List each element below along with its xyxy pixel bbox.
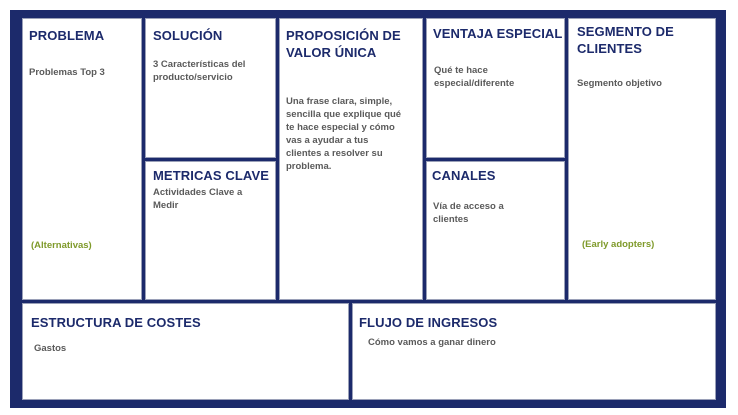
solucion-title: SOLUCIÓN [153, 28, 223, 43]
ventaja-title: VENTAJA ESPECIAL [433, 26, 563, 41]
costes-desc: Gastos [34, 343, 67, 354]
canales-desc: Vía de acceso a clientes [433, 201, 504, 225]
problema-title: PROBLEMA [29, 28, 105, 43]
segmento-desc: Segmento objetivo [577, 78, 662, 89]
problema-note: (Alternativas) [31, 240, 92, 251]
problema-block [22, 18, 142, 300]
segmento-title: SEGMENTO DE CLIENTES [577, 24, 674, 56]
ingresos-title: FLUJO DE INGRESOS [359, 315, 498, 330]
solucion-block [145, 18, 276, 158]
ventaja-block [426, 18, 565, 158]
ingresos-desc: Cómo vamos a ganar dinero [368, 337, 496, 348]
segmento-block [568, 18, 716, 300]
segmento-note: (Early adopters) [582, 239, 655, 250]
costes-title: ESTRUCTURA DE COSTES [31, 315, 201, 330]
costes-block [22, 303, 349, 400]
metricas-title: METRICAS CLAVE [153, 168, 269, 183]
metricas-block [145, 161, 276, 300]
propuesta-block [279, 18, 423, 300]
problema-desc: Problemas Top 3 [29, 67, 105, 78]
metricas-desc: Actividades Clave a Medir [153, 187, 243, 211]
canales-title: CANALES [432, 168, 496, 183]
propuesta-title: PROPOSICIÓN DE VALOR ÚNICA [286, 28, 401, 60]
ventaja-desc: Qué te hace especial/diferente [434, 65, 515, 89]
canales-block [426, 161, 565, 300]
ingresos-block [352, 303, 716, 400]
propuesta-desc: Una frase clara, simple, sencilla que explique qué te hace especial y cómo vas a ayudar a tus clientes a resolver su problema. [286, 96, 402, 172]
solucion-desc: 3 Características del producto/servicio [153, 59, 246, 83]
